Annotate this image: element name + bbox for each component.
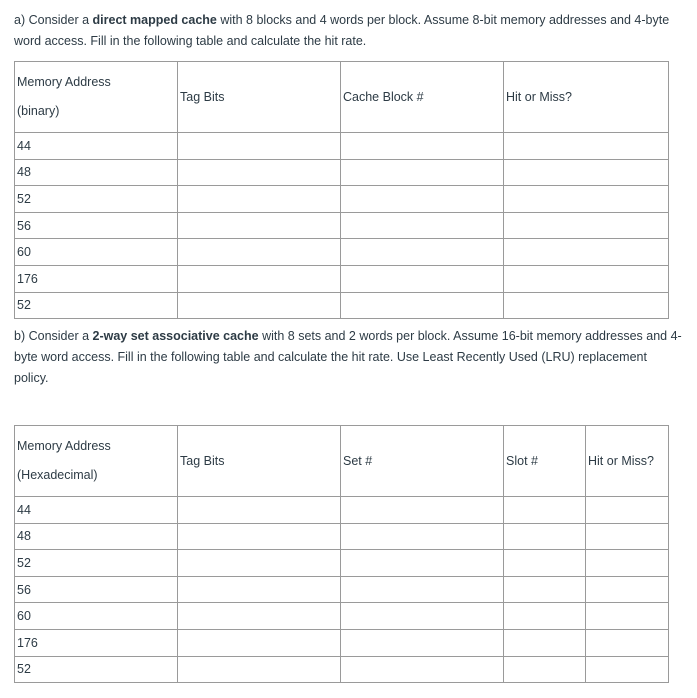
table-row	[15, 212, 669, 239]
memory-address-cell: 56	[15, 212, 178, 239]
memory-address-cell: 60	[15, 603, 178, 630]
part-b-intro-bold: 2-way set associative cache	[92, 329, 259, 343]
hit-or-miss-cell[interactable]	[586, 497, 669, 524]
tag-bits-cell[interactable]	[178, 603, 341, 630]
slot-number-cell[interactable]	[504, 576, 586, 603]
set-number-cell[interactable]	[341, 629, 504, 656]
hit-or-miss-cell[interactable]	[586, 576, 669, 603]
memory-address-cell: 52	[15, 656, 178, 683]
tag-bits-cell[interactable]	[178, 292, 341, 319]
memory-address-header	[15, 426, 178, 497]
table-row	[15, 186, 669, 213]
memory-address-header	[15, 62, 178, 133]
tag-bits-cell[interactable]	[178, 265, 341, 292]
tag-bits-cell[interactable]	[178, 656, 341, 683]
cache-block-cell[interactable]	[341, 186, 504, 213]
tag-bits-cell[interactable]	[178, 629, 341, 656]
memory-address-label: Memory Address	[17, 75, 111, 89]
cache-block-cell[interactable]	[341, 212, 504, 239]
memory-address-cell: 56	[15, 576, 178, 603]
part-b-intro-pre: b) Consider a	[14, 329, 93, 343]
part-a-instructions	[14, 10, 682, 52]
table-row	[15, 265, 669, 292]
hit-or-miss-cell[interactable]	[504, 212, 669, 239]
slot-number-cell[interactable]	[504, 523, 586, 550]
table-row	[15, 292, 669, 319]
cache-block-cell[interactable]	[341, 159, 504, 186]
table-header-row	[15, 426, 669, 497]
tag-bits-header: Tag Bits	[178, 62, 341, 133]
cache-block-header: Cache Block #	[341, 62, 504, 133]
table-row	[15, 629, 669, 656]
memory-address-cell: 60	[15, 239, 178, 266]
set-number-cell[interactable]	[341, 603, 504, 630]
memory-address-cell: 52	[15, 550, 178, 577]
tag-bits-cell[interactable]	[178, 550, 341, 577]
set-number-cell[interactable]	[341, 656, 504, 683]
hit-or-miss-cell[interactable]	[586, 603, 669, 630]
table-row	[15, 603, 669, 630]
slot-number-header: Slot #	[504, 426, 586, 497]
part-a-table	[14, 61, 669, 319]
memory-address-cell: 52	[15, 186, 178, 213]
hit-or-miss-header: Hit or Miss?	[586, 426, 669, 497]
tag-bits-cell[interactable]	[178, 576, 341, 603]
part-a-intro-bold: direct mapped cache	[92, 13, 217, 27]
set-number-cell[interactable]	[341, 576, 504, 603]
part-b-intro-post: with 8 sets and 2 words per block. Assume 16-bit memory addresses and 4-byte word access. Fill in the following table and calculate the hit rate. Use Least Recently Used (LRU) replacement policy.	[14, 329, 682, 385]
memory-address-cell: 176	[15, 629, 178, 656]
memory-address-cell: 52	[15, 292, 178, 319]
slot-number-cell[interactable]	[504, 656, 586, 683]
memory-address-format: (binary)	[17, 104, 60, 118]
hit-or-miss-cell[interactable]	[586, 629, 669, 656]
memory-address-cell: 48	[15, 523, 178, 550]
slot-number-cell[interactable]	[504, 497, 586, 524]
memory-address-cell: 44	[15, 133, 178, 160]
cache-block-cell[interactable]	[341, 265, 504, 292]
table-row	[15, 239, 669, 266]
part-a-intro-post: with 8 blocks and 4 words per block. Assume 8-bit memory addresses and 4-byte word access. Fill in the following table and calculate the hit rate.	[14, 13, 670, 48]
table-row	[15, 159, 669, 186]
cache-block-cell[interactable]	[341, 239, 504, 266]
set-number-cell[interactable]	[341, 523, 504, 550]
set-number-cell[interactable]	[341, 497, 504, 524]
table-row	[15, 656, 669, 683]
part-b-table	[14, 425, 669, 683]
tag-bits-header: Tag Bits	[178, 426, 341, 497]
table-header-row	[15, 62, 669, 133]
tag-bits-cell[interactable]	[178, 523, 341, 550]
table-row	[15, 523, 669, 550]
tag-bits-cell[interactable]	[178, 497, 341, 524]
memory-address-label: Memory Address	[17, 439, 111, 453]
table-row	[15, 550, 669, 577]
hit-or-miss-cell[interactable]	[504, 239, 669, 266]
memory-address-cell: 48	[15, 159, 178, 186]
tag-bits-cell[interactable]	[178, 212, 341, 239]
slot-number-cell[interactable]	[504, 550, 586, 577]
hit-or-miss-header: Hit or Miss?	[504, 62, 669, 133]
table-row	[15, 497, 669, 524]
cache-block-cell[interactable]	[341, 292, 504, 319]
set-number-header: Set #	[341, 426, 504, 497]
slot-number-cell[interactable]	[504, 603, 586, 630]
table-row	[15, 576, 669, 603]
memory-address-format: (Hexadecimal)	[17, 468, 98, 482]
hit-or-miss-cell[interactable]	[586, 656, 669, 683]
table-row	[15, 133, 669, 160]
memory-address-cell: 176	[15, 265, 178, 292]
hit-or-miss-cell[interactable]	[504, 186, 669, 213]
memory-address-cell: 44	[15, 497, 178, 524]
hit-or-miss-cell[interactable]	[504, 265, 669, 292]
tag-bits-cell[interactable]	[178, 159, 341, 186]
hit-or-miss-cell[interactable]	[504, 159, 669, 186]
hit-or-miss-cell[interactable]	[586, 523, 669, 550]
part-a-intro-pre: a) Consider a	[14, 13, 93, 27]
hit-or-miss-cell[interactable]	[586, 550, 669, 577]
tag-bits-cell[interactable]	[178, 133, 341, 160]
hit-or-miss-cell[interactable]	[504, 292, 669, 319]
tag-bits-cell[interactable]	[178, 239, 341, 266]
part-b-instructions	[14, 326, 682, 389]
set-number-cell[interactable]	[341, 550, 504, 577]
slot-number-cell[interactable]	[504, 629, 586, 656]
hit-or-miss-cell[interactable]	[504, 133, 669, 160]
tag-bits-cell[interactable]	[178, 186, 341, 213]
cache-block-cell[interactable]	[341, 133, 504, 160]
